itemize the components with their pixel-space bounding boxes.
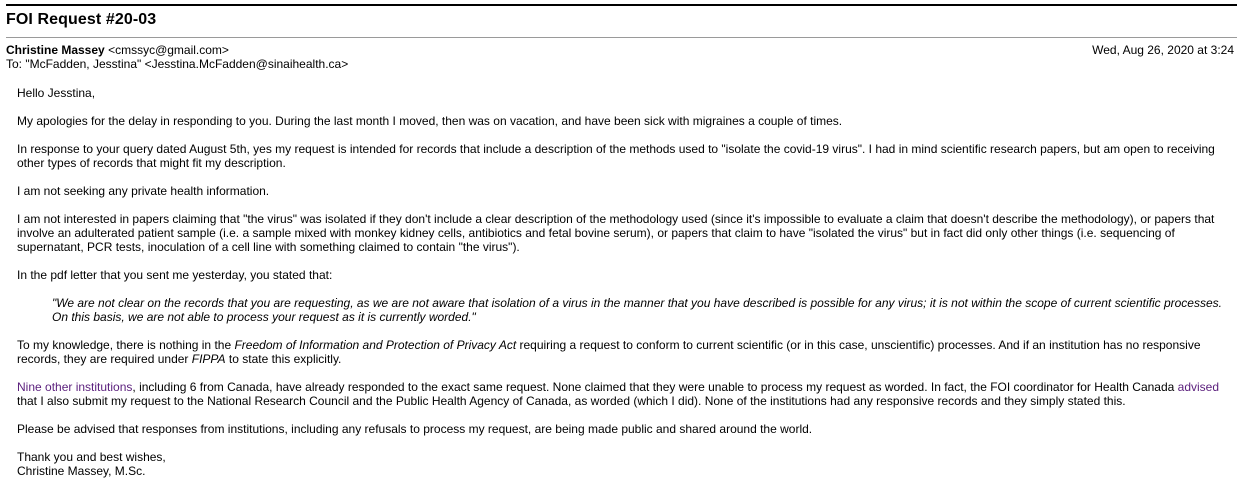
fippa-acronym: FIPPA [191,352,226,366]
top-rule [6,4,1237,6]
email-date: Wed, Aug 26, 2020 at 3:24 [1092,43,1234,57]
closing-line: Thank you and best wishes, [17,450,166,464]
signature: Christine Massey, M.Sc. [17,464,146,478]
sender-name: Christine Massey [6,43,105,57]
paragraph-public-notice: Please be advised that responses from institutions, including any refusals to process my request, are being made public and shared around the world. [17,422,813,436]
paragraph-private-info: I am not seeking any private health information. [17,184,270,198]
paragraph-apology: My apologies for the delay in responding to you. During the last month I moved, then was on vacation, and have been sick with migraines a couple of times. [17,114,843,128]
institutions-text-a: , including 6 from Canada, have already responded to the exact same request. None claimed that they were unable to process my request as worded. In fact, the FOI coordinator for Health Canada [132,380,1178,394]
fippa-text-c: to state this explicitly. [225,352,342,366]
nine-institutions-link[interactable]: Nine other institutions [17,380,133,394]
act-name: Freedom of Information and Protection of Privacy Act [234,338,517,352]
fippa-text-b: requiring a request to conform to current scientific (or in this case, unscientific) processes. And if an institution has no responsive records, they are required under [17,338,1201,366]
header-divider [6,37,1237,38]
email-body [17,86,1235,478]
paragraph-other-institutions [17,380,1235,408]
sender-email: <cmssyc@gmail.com> [108,43,229,57]
greeting: Hello Jesstina, [17,86,96,100]
paragraph-pdf-letter: In the pdf letter that you sent me yesterday, you stated that: [17,268,333,282]
fippa-text-a: To my knowledge, there is nothing in the [17,338,235,352]
paragraph-query-response: In response to your query dated August 5th, yes my request is intended for records that include a description of the methods used to "isolate the covid-19 virus". I had in mind scientific research papers, but am open to receiving other types of records that might fit my description. [17,142,1215,170]
email-subject: FOI Request #20-03 [6,11,157,28]
advised-link[interactable]: advised [1177,380,1220,394]
paragraph-not-interested: I am not interested in papers claiming that "the virus" was isolated if they don't include a clear description of the methodology used (since it's impossible to evaluate a claim that doesn't describe the methodology), or papers that involve an adulterated patient sample (i.e. a sample mixed with monkey kidney cells, antibiotics and fetal bovine serum), or papers that claim to have "isolated the virus" but in fact did only other things (i.e. sequencing of supernatant, PCR tests, inoculation of a cell line with something claimed to contain "the virus"). [17,212,1215,254]
recipient-line: To: "McFadden, Jesstina" <Jesstina.McFadden@sinaihealth.ca> [6,57,349,71]
institutions-text-b: that I also submit my request to the National Research Council and the Public Health Agency of Canada, as worded (which I did). None of the institutions had any responsive records and they simply stated this. [17,394,1126,408]
quoted-statement: "We are not clear on the records that you are requesting, as we are not aware that isolation of a virus in the manner that you have described is possible for any virus; it is not within the scope of current scientific processes. On this basis, we are not able to process your request as it is currently worded." [52,296,1222,324]
sender-line [6,43,229,57]
paragraph-fippa [17,338,1235,366]
